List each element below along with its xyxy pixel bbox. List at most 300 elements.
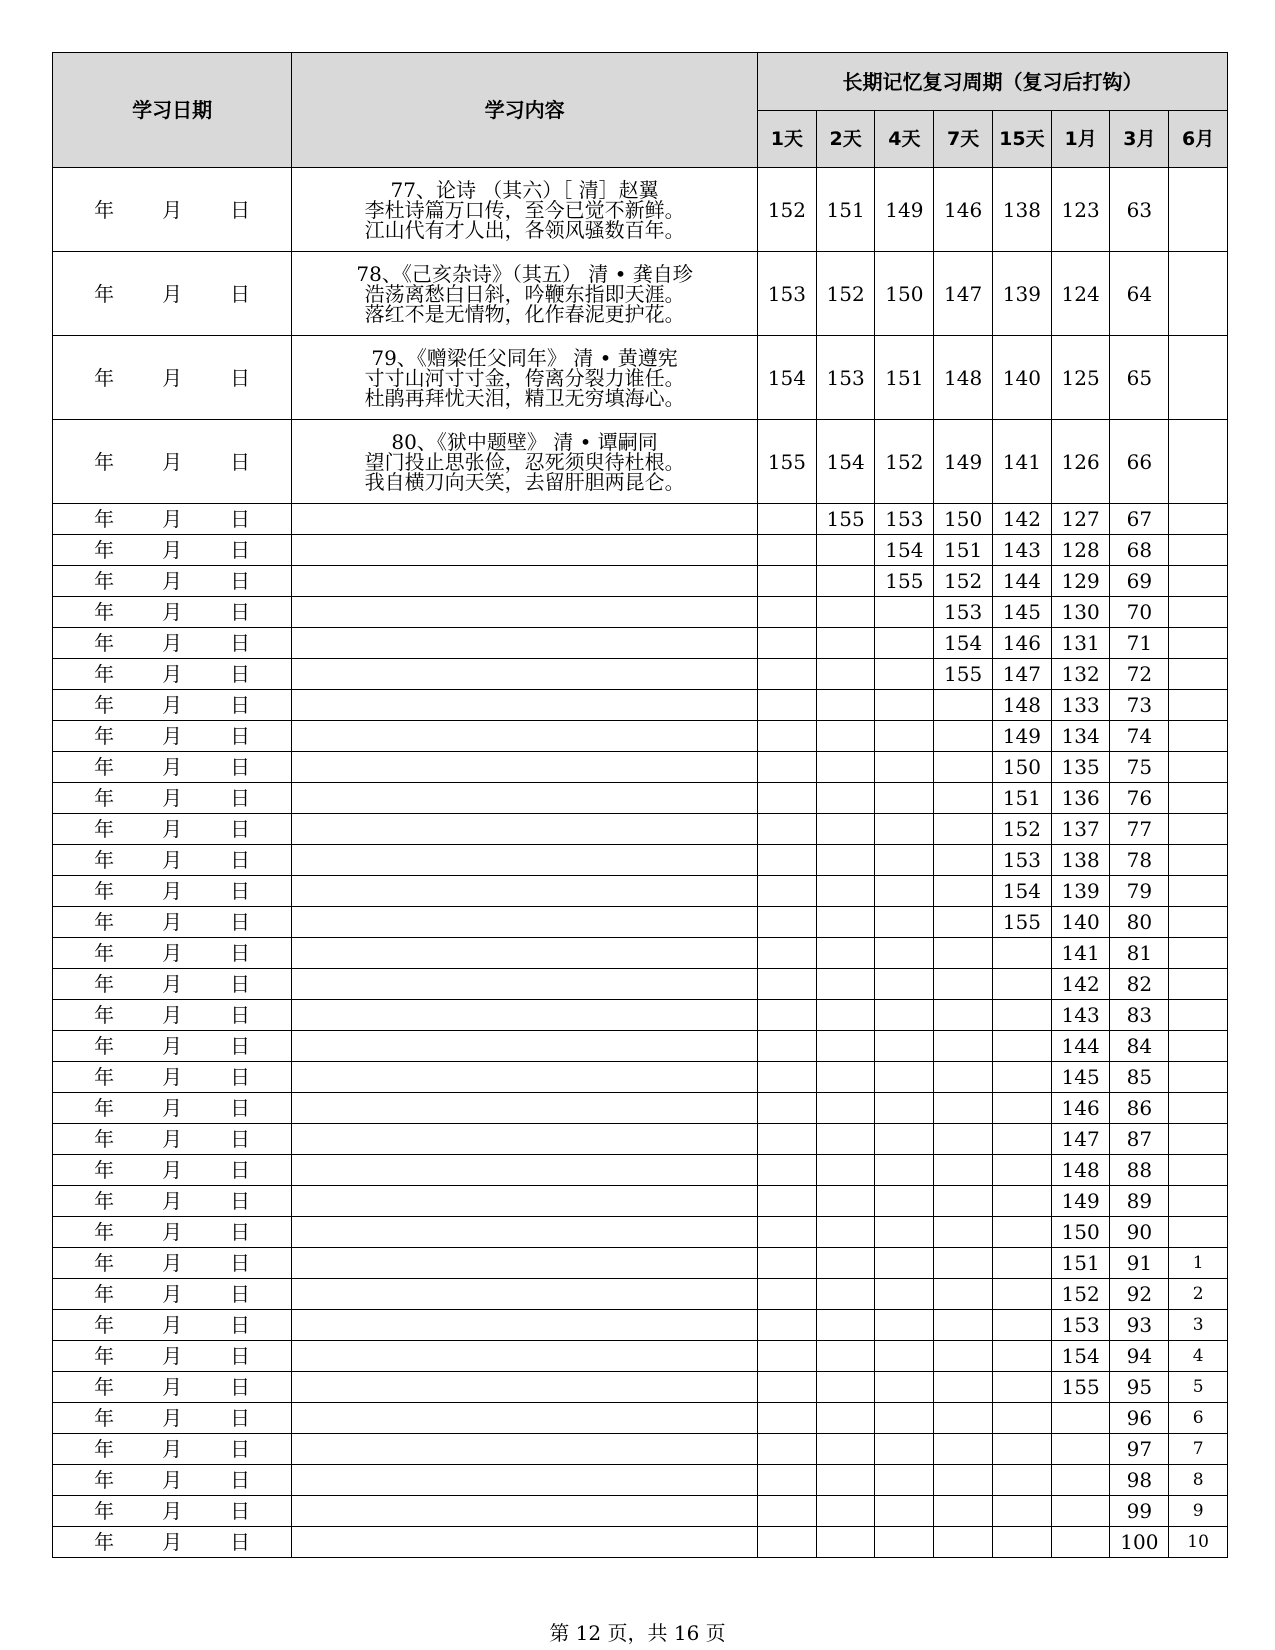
review-cell-0[interactable] bbox=[757, 1062, 816, 1093]
review-cell-1[interactable] bbox=[816, 1434, 875, 1465]
review-cell-4[interactable] bbox=[992, 1310, 1051, 1341]
review-cell-5[interactable]: 143 bbox=[1051, 1000, 1110, 1031]
review-cell-1[interactable] bbox=[816, 1403, 875, 1434]
content-cell[interactable] bbox=[292, 659, 758, 690]
review-cell-2[interactable] bbox=[875, 907, 934, 938]
review-cell-4[interactable]: 153 bbox=[992, 845, 1051, 876]
review-cell-2[interactable] bbox=[875, 1093, 934, 1124]
review-cell-7[interactable]: 7 bbox=[1169, 1434, 1228, 1465]
date-cell[interactable] bbox=[53, 535, 292, 566]
review-cell-5[interactable]: 124 bbox=[1051, 252, 1110, 336]
content-cell[interactable] bbox=[292, 752, 758, 783]
review-cell-5[interactable]: 147 bbox=[1051, 1124, 1110, 1155]
review-cell-4[interactable] bbox=[992, 1279, 1051, 1310]
content-cell[interactable] bbox=[292, 1217, 758, 1248]
review-cell-5[interactable] bbox=[1051, 1434, 1110, 1465]
review-cell-7[interactable] bbox=[1169, 938, 1228, 969]
date-cell[interactable] bbox=[53, 420, 292, 504]
review-cell-4[interactable] bbox=[992, 1372, 1051, 1403]
review-cell-5[interactable]: 132 bbox=[1051, 659, 1110, 690]
review-cell-1[interactable] bbox=[816, 752, 875, 783]
review-cell-0[interactable] bbox=[757, 876, 816, 907]
review-cell-1[interactable] bbox=[816, 1155, 875, 1186]
review-cell-2[interactable] bbox=[875, 690, 934, 721]
review-cell-0[interactable] bbox=[757, 1217, 816, 1248]
review-cell-1[interactable] bbox=[816, 969, 875, 1000]
review-cell-2[interactable] bbox=[875, 1310, 934, 1341]
review-cell-7[interactable] bbox=[1169, 783, 1228, 814]
review-cell-6[interactable]: 82 bbox=[1110, 969, 1169, 1000]
review-cell-2[interactable] bbox=[875, 1434, 934, 1465]
content-cell[interactable] bbox=[292, 783, 758, 814]
review-cell-0[interactable] bbox=[757, 783, 816, 814]
review-cell-1[interactable] bbox=[816, 1124, 875, 1155]
content-cell[interactable] bbox=[292, 1155, 758, 1186]
content-cell[interactable] bbox=[292, 721, 758, 752]
review-cell-2[interactable] bbox=[875, 1031, 934, 1062]
review-cell-3[interactable]: 154 bbox=[934, 628, 993, 659]
review-cell-5[interactable]: 123 bbox=[1051, 168, 1110, 252]
review-cell-5[interactable] bbox=[1051, 1527, 1110, 1558]
review-cell-4[interactable]: 152 bbox=[992, 814, 1051, 845]
review-cell-0[interactable] bbox=[757, 566, 816, 597]
review-cell-5[interactable]: 139 bbox=[1051, 876, 1110, 907]
review-cell-4[interactable] bbox=[992, 1186, 1051, 1217]
content-cell[interactable] bbox=[292, 1124, 758, 1155]
review-cell-0[interactable] bbox=[757, 597, 816, 628]
date-cell[interactable] bbox=[53, 1279, 292, 1310]
review-cell-2[interactable]: 151 bbox=[875, 336, 934, 420]
date-cell[interactable] bbox=[53, 1527, 292, 1558]
review-cell-0[interactable] bbox=[757, 1372, 816, 1403]
review-cell-3[interactable]: 153 bbox=[934, 597, 993, 628]
content-cell[interactable] bbox=[292, 1403, 758, 1434]
review-cell-7[interactable]: 6 bbox=[1169, 1403, 1228, 1434]
review-cell-2[interactable] bbox=[875, 783, 934, 814]
review-cell-1[interactable] bbox=[816, 597, 875, 628]
date-cell[interactable] bbox=[53, 1062, 292, 1093]
review-cell-1[interactable]: 151 bbox=[816, 168, 875, 252]
review-cell-2[interactable]: 153 bbox=[875, 504, 934, 535]
review-cell-1[interactable] bbox=[816, 876, 875, 907]
date-cell[interactable] bbox=[53, 504, 292, 535]
review-cell-5[interactable]: 128 bbox=[1051, 535, 1110, 566]
review-cell-4[interactable]: 141 bbox=[992, 420, 1051, 504]
review-cell-6[interactable]: 72 bbox=[1110, 659, 1169, 690]
review-cell-0[interactable] bbox=[757, 721, 816, 752]
date-cell[interactable] bbox=[53, 168, 292, 252]
review-cell-7[interactable] bbox=[1169, 252, 1228, 336]
review-cell-2[interactable] bbox=[875, 721, 934, 752]
review-cell-7[interactable]: 8 bbox=[1169, 1465, 1228, 1496]
review-cell-3[interactable] bbox=[934, 1031, 993, 1062]
review-cell-3[interactable] bbox=[934, 1000, 993, 1031]
content-cell[interactable] bbox=[292, 597, 758, 628]
review-cell-5[interactable]: 137 bbox=[1051, 814, 1110, 845]
review-cell-0[interactable] bbox=[757, 659, 816, 690]
review-cell-7[interactable] bbox=[1169, 597, 1228, 628]
review-cell-7[interactable] bbox=[1169, 628, 1228, 659]
review-cell-3[interactable] bbox=[934, 1062, 993, 1093]
review-cell-7[interactable] bbox=[1169, 168, 1228, 252]
review-cell-3[interactable]: 149 bbox=[934, 420, 993, 504]
date-cell[interactable] bbox=[53, 721, 292, 752]
review-cell-2[interactable] bbox=[875, 1124, 934, 1155]
content-cell[interactable] bbox=[292, 1000, 758, 1031]
review-cell-3[interactable] bbox=[934, 1403, 993, 1434]
review-cell-5[interactable]: 154 bbox=[1051, 1341, 1110, 1372]
review-cell-4[interactable] bbox=[992, 1434, 1051, 1465]
review-cell-2[interactable]: 155 bbox=[875, 566, 934, 597]
review-cell-1[interactable] bbox=[816, 1341, 875, 1372]
review-cell-4[interactable]: 148 bbox=[992, 690, 1051, 721]
review-cell-2[interactable] bbox=[875, 659, 934, 690]
review-cell-7[interactable] bbox=[1169, 1217, 1228, 1248]
review-cell-7[interactable]: 1 bbox=[1169, 1248, 1228, 1279]
review-cell-6[interactable]: 94 bbox=[1110, 1341, 1169, 1372]
date-cell[interactable] bbox=[53, 814, 292, 845]
date-cell[interactable] bbox=[53, 1403, 292, 1434]
content-cell[interactable] bbox=[292, 504, 758, 535]
review-cell-6[interactable]: 92 bbox=[1110, 1279, 1169, 1310]
date-cell[interactable] bbox=[53, 597, 292, 628]
date-cell[interactable] bbox=[53, 1155, 292, 1186]
review-cell-0[interactable] bbox=[757, 1403, 816, 1434]
review-cell-1[interactable] bbox=[816, 1000, 875, 1031]
review-cell-7[interactable] bbox=[1169, 1124, 1228, 1155]
review-cell-7[interactable] bbox=[1169, 1186, 1228, 1217]
review-cell-2[interactable]: 152 bbox=[875, 420, 934, 504]
review-cell-3[interactable] bbox=[934, 1496, 993, 1527]
review-cell-3[interactable] bbox=[934, 1217, 993, 1248]
review-cell-0[interactable]: 155 bbox=[757, 420, 816, 504]
content-cell[interactable] bbox=[292, 1527, 758, 1558]
review-cell-3[interactable]: 148 bbox=[934, 336, 993, 420]
review-cell-5[interactable]: 151 bbox=[1051, 1248, 1110, 1279]
review-cell-7[interactable]: 9 bbox=[1169, 1496, 1228, 1527]
review-cell-2[interactable] bbox=[875, 1186, 934, 1217]
review-cell-7[interactable] bbox=[1169, 420, 1228, 504]
review-cell-2[interactable] bbox=[875, 1062, 934, 1093]
review-cell-3[interactable] bbox=[934, 907, 993, 938]
date-cell[interactable] bbox=[53, 690, 292, 721]
review-cell-2[interactable] bbox=[875, 752, 934, 783]
review-cell-7[interactable] bbox=[1169, 336, 1228, 420]
review-cell-3[interactable] bbox=[934, 1465, 993, 1496]
review-cell-7[interactable] bbox=[1169, 845, 1228, 876]
review-cell-0[interactable] bbox=[757, 1124, 816, 1155]
date-cell[interactable] bbox=[53, 1248, 292, 1279]
review-cell-6[interactable]: 77 bbox=[1110, 814, 1169, 845]
review-cell-7[interactable]: 3 bbox=[1169, 1310, 1228, 1341]
review-cell-3[interactable]: 152 bbox=[934, 566, 993, 597]
review-cell-0[interactable] bbox=[757, 1031, 816, 1062]
review-cell-6[interactable]: 89 bbox=[1110, 1186, 1169, 1217]
review-cell-3[interactable]: 147 bbox=[934, 252, 993, 336]
review-cell-4[interactable]: 140 bbox=[992, 336, 1051, 420]
review-cell-5[interactable]: 131 bbox=[1051, 628, 1110, 659]
date-cell[interactable] bbox=[53, 938, 292, 969]
content-cell[interactable] bbox=[292, 876, 758, 907]
date-cell[interactable] bbox=[53, 969, 292, 1000]
review-cell-1[interactable] bbox=[816, 566, 875, 597]
review-cell-7[interactable] bbox=[1169, 907, 1228, 938]
review-cell-3[interactable] bbox=[934, 845, 993, 876]
review-cell-6[interactable]: 71 bbox=[1110, 628, 1169, 659]
review-cell-1[interactable] bbox=[816, 907, 875, 938]
review-cell-2[interactable] bbox=[875, 1155, 934, 1186]
review-cell-3[interactable] bbox=[934, 876, 993, 907]
review-cell-5[interactable]: 135 bbox=[1051, 752, 1110, 783]
review-cell-2[interactable] bbox=[875, 969, 934, 1000]
review-cell-5[interactable] bbox=[1051, 1496, 1110, 1527]
review-cell-1[interactable]: 155 bbox=[816, 504, 875, 535]
date-cell[interactable] bbox=[53, 336, 292, 420]
review-cell-2[interactable] bbox=[875, 597, 934, 628]
review-cell-2[interactable] bbox=[875, 814, 934, 845]
review-cell-6[interactable]: 74 bbox=[1110, 721, 1169, 752]
review-cell-7[interactable] bbox=[1169, 876, 1228, 907]
review-cell-2[interactable] bbox=[875, 1248, 934, 1279]
review-cell-4[interactable] bbox=[992, 1124, 1051, 1155]
review-cell-2[interactable] bbox=[875, 628, 934, 659]
content-cell[interactable] bbox=[292, 907, 758, 938]
review-cell-3[interactable] bbox=[934, 721, 993, 752]
review-cell-6[interactable]: 87 bbox=[1110, 1124, 1169, 1155]
review-cell-6[interactable]: 70 bbox=[1110, 597, 1169, 628]
review-cell-1[interactable] bbox=[816, 628, 875, 659]
review-cell-4[interactable]: 151 bbox=[992, 783, 1051, 814]
review-cell-5[interactable]: 142 bbox=[1051, 969, 1110, 1000]
review-cell-2[interactable] bbox=[875, 1217, 934, 1248]
review-cell-5[interactable]: 146 bbox=[1051, 1093, 1110, 1124]
review-cell-3[interactable] bbox=[934, 814, 993, 845]
review-cell-5[interactable] bbox=[1051, 1465, 1110, 1496]
content-cell[interactable] bbox=[292, 1093, 758, 1124]
review-cell-2[interactable] bbox=[875, 1403, 934, 1434]
review-cell-5[interactable]: 149 bbox=[1051, 1186, 1110, 1217]
date-cell[interactable] bbox=[53, 1000, 292, 1031]
review-cell-7[interactable] bbox=[1169, 690, 1228, 721]
review-cell-3[interactable] bbox=[934, 1248, 993, 1279]
review-cell-1[interactable] bbox=[816, 1496, 875, 1527]
review-cell-2[interactable] bbox=[875, 1465, 934, 1496]
review-cell-0[interactable] bbox=[757, 1496, 816, 1527]
review-cell-4[interactable]: 145 bbox=[992, 597, 1051, 628]
date-cell[interactable] bbox=[53, 1496, 292, 1527]
review-cell-1[interactable] bbox=[816, 1279, 875, 1310]
review-cell-0[interactable] bbox=[757, 690, 816, 721]
review-cell-6[interactable]: 96 bbox=[1110, 1403, 1169, 1434]
review-cell-3[interactable] bbox=[934, 1341, 993, 1372]
review-cell-4[interactable]: 138 bbox=[992, 168, 1051, 252]
review-cell-4[interactable] bbox=[992, 1031, 1051, 1062]
review-cell-4[interactable]: 155 bbox=[992, 907, 1051, 938]
review-cell-3[interactable] bbox=[934, 690, 993, 721]
review-cell-1[interactable] bbox=[816, 1248, 875, 1279]
review-cell-3[interactable] bbox=[934, 938, 993, 969]
review-cell-6[interactable]: 76 bbox=[1110, 783, 1169, 814]
review-cell-1[interactable] bbox=[816, 1310, 875, 1341]
review-cell-1[interactable] bbox=[816, 1527, 875, 1558]
review-cell-5[interactable]: 148 bbox=[1051, 1155, 1110, 1186]
review-cell-5[interactable]: 136 bbox=[1051, 783, 1110, 814]
review-cell-0[interactable]: 152 bbox=[757, 168, 816, 252]
review-cell-1[interactable] bbox=[816, 783, 875, 814]
review-cell-5[interactable]: 144 bbox=[1051, 1031, 1110, 1062]
content-cell[interactable] bbox=[292, 814, 758, 845]
date-cell[interactable] bbox=[53, 628, 292, 659]
review-cell-6[interactable]: 65 bbox=[1110, 336, 1169, 420]
content-cell[interactable] bbox=[292, 1341, 758, 1372]
content-cell[interactable] bbox=[292, 1496, 758, 1527]
review-cell-4[interactable]: 142 bbox=[992, 504, 1051, 535]
review-cell-6[interactable]: 83 bbox=[1110, 1000, 1169, 1031]
review-cell-0[interactable] bbox=[757, 814, 816, 845]
review-cell-4[interactable] bbox=[992, 1465, 1051, 1496]
review-cell-3[interactable] bbox=[934, 1527, 993, 1558]
review-cell-7[interactable] bbox=[1169, 721, 1228, 752]
date-cell[interactable] bbox=[53, 876, 292, 907]
review-cell-2[interactable]: 154 bbox=[875, 535, 934, 566]
review-cell-6[interactable]: 90 bbox=[1110, 1217, 1169, 1248]
date-cell[interactable] bbox=[53, 1372, 292, 1403]
review-cell-0[interactable]: 153 bbox=[757, 252, 816, 336]
review-cell-1[interactable] bbox=[816, 690, 875, 721]
review-cell-4[interactable]: 139 bbox=[992, 252, 1051, 336]
review-cell-4[interactable] bbox=[992, 969, 1051, 1000]
review-cell-2[interactable] bbox=[875, 1496, 934, 1527]
review-cell-3[interactable] bbox=[934, 1093, 993, 1124]
review-cell-5[interactable]: 153 bbox=[1051, 1310, 1110, 1341]
review-cell-3[interactable] bbox=[934, 1155, 993, 1186]
review-cell-6[interactable]: 64 bbox=[1110, 252, 1169, 336]
review-cell-0[interactable] bbox=[757, 752, 816, 783]
date-cell[interactable] bbox=[53, 1341, 292, 1372]
review-cell-7[interactable] bbox=[1169, 1062, 1228, 1093]
review-cell-7[interactable]: 10 bbox=[1169, 1527, 1228, 1558]
review-cell-4[interactable] bbox=[992, 1000, 1051, 1031]
review-cell-0[interactable] bbox=[757, 1465, 816, 1496]
review-cell-1[interactable] bbox=[816, 1465, 875, 1496]
date-cell[interactable] bbox=[53, 659, 292, 690]
review-cell-3[interactable] bbox=[934, 969, 993, 1000]
review-cell-5[interactable]: 138 bbox=[1051, 845, 1110, 876]
review-cell-7[interactable]: 2 bbox=[1169, 1279, 1228, 1310]
review-cell-1[interactable] bbox=[816, 1372, 875, 1403]
review-cell-6[interactable]: 63 bbox=[1110, 168, 1169, 252]
review-cell-0[interactable] bbox=[757, 504, 816, 535]
review-cell-2[interactable] bbox=[875, 876, 934, 907]
date-cell[interactable] bbox=[53, 1217, 292, 1248]
review-cell-6[interactable]: 97 bbox=[1110, 1434, 1169, 1465]
review-cell-5[interactable]: 130 bbox=[1051, 597, 1110, 628]
review-cell-0[interactable] bbox=[757, 969, 816, 1000]
review-cell-3[interactable] bbox=[934, 1186, 993, 1217]
review-cell-3[interactable] bbox=[934, 1434, 993, 1465]
review-cell-6[interactable]: 75 bbox=[1110, 752, 1169, 783]
review-cell-7[interactable] bbox=[1169, 566, 1228, 597]
content-cell[interactable] bbox=[292, 845, 758, 876]
review-cell-1[interactable] bbox=[816, 721, 875, 752]
date-cell[interactable] bbox=[53, 1031, 292, 1062]
review-cell-6[interactable]: 69 bbox=[1110, 566, 1169, 597]
review-cell-4[interactable] bbox=[992, 1496, 1051, 1527]
review-cell-0[interactable] bbox=[757, 1186, 816, 1217]
review-cell-5[interactable]: 155 bbox=[1051, 1372, 1110, 1403]
content-cell[interactable] bbox=[292, 1434, 758, 1465]
review-cell-4[interactable] bbox=[992, 938, 1051, 969]
review-cell-4[interactable]: 147 bbox=[992, 659, 1051, 690]
review-cell-7[interactable] bbox=[1169, 1155, 1228, 1186]
review-cell-3[interactable] bbox=[934, 1279, 993, 1310]
content-cell[interactable] bbox=[292, 969, 758, 1000]
review-cell-6[interactable]: 98 bbox=[1110, 1465, 1169, 1496]
review-cell-1[interactable] bbox=[816, 1031, 875, 1062]
review-cell-6[interactable]: 81 bbox=[1110, 938, 1169, 969]
review-cell-6[interactable]: 67 bbox=[1110, 504, 1169, 535]
date-cell[interactable] bbox=[53, 1124, 292, 1155]
review-cell-4[interactable]: 143 bbox=[992, 535, 1051, 566]
review-cell-5[interactable]: 150 bbox=[1051, 1217, 1110, 1248]
review-cell-3[interactable] bbox=[934, 1124, 993, 1155]
review-cell-6[interactable]: 80 bbox=[1110, 907, 1169, 938]
review-cell-6[interactable]: 88 bbox=[1110, 1155, 1169, 1186]
date-cell[interactable] bbox=[53, 1434, 292, 1465]
review-cell-7[interactable] bbox=[1169, 504, 1228, 535]
review-cell-0[interactable] bbox=[757, 1000, 816, 1031]
review-cell-1[interactable] bbox=[816, 1186, 875, 1217]
review-cell-0[interactable] bbox=[757, 1310, 816, 1341]
review-cell-1[interactable] bbox=[816, 535, 875, 566]
content-cell[interactable] bbox=[292, 938, 758, 969]
review-cell-4[interactable] bbox=[992, 1062, 1051, 1093]
review-cell-0[interactable] bbox=[757, 628, 816, 659]
date-cell[interactable] bbox=[53, 907, 292, 938]
review-cell-6[interactable]: 85 bbox=[1110, 1062, 1169, 1093]
review-cell-3[interactable] bbox=[934, 783, 993, 814]
review-cell-5[interactable]: 129 bbox=[1051, 566, 1110, 597]
review-cell-2[interactable] bbox=[875, 1279, 934, 1310]
review-cell-6[interactable]: 91 bbox=[1110, 1248, 1169, 1279]
content-cell[interactable] bbox=[292, 1186, 758, 1217]
review-cell-5[interactable]: 134 bbox=[1051, 721, 1110, 752]
review-cell-6[interactable]: 79 bbox=[1110, 876, 1169, 907]
review-cell-0[interactable] bbox=[757, 1155, 816, 1186]
review-cell-3[interactable]: 150 bbox=[934, 504, 993, 535]
review-cell-0[interactable] bbox=[757, 1248, 816, 1279]
review-cell-0[interactable]: 154 bbox=[757, 336, 816, 420]
date-cell[interactable] bbox=[53, 783, 292, 814]
content-cell[interactable] bbox=[292, 628, 758, 659]
date-cell[interactable] bbox=[53, 1186, 292, 1217]
review-cell-6[interactable]: 86 bbox=[1110, 1093, 1169, 1124]
review-cell-6[interactable]: 66 bbox=[1110, 420, 1169, 504]
review-cell-7[interactable] bbox=[1169, 969, 1228, 1000]
review-cell-7[interactable] bbox=[1169, 752, 1228, 783]
review-cell-6[interactable]: 78 bbox=[1110, 845, 1169, 876]
content-cell[interactable] bbox=[292, 1310, 758, 1341]
content-cell[interactable] bbox=[292, 1031, 758, 1062]
review-cell-1[interactable] bbox=[816, 1093, 875, 1124]
content-cell[interactable] bbox=[292, 535, 758, 566]
review-cell-4[interactable] bbox=[992, 1403, 1051, 1434]
review-cell-3[interactable] bbox=[934, 752, 993, 783]
review-cell-0[interactable] bbox=[757, 535, 816, 566]
review-cell-5[interactable]: 152 bbox=[1051, 1279, 1110, 1310]
review-cell-3[interactable] bbox=[934, 1310, 993, 1341]
review-cell-3[interactable]: 151 bbox=[934, 535, 993, 566]
